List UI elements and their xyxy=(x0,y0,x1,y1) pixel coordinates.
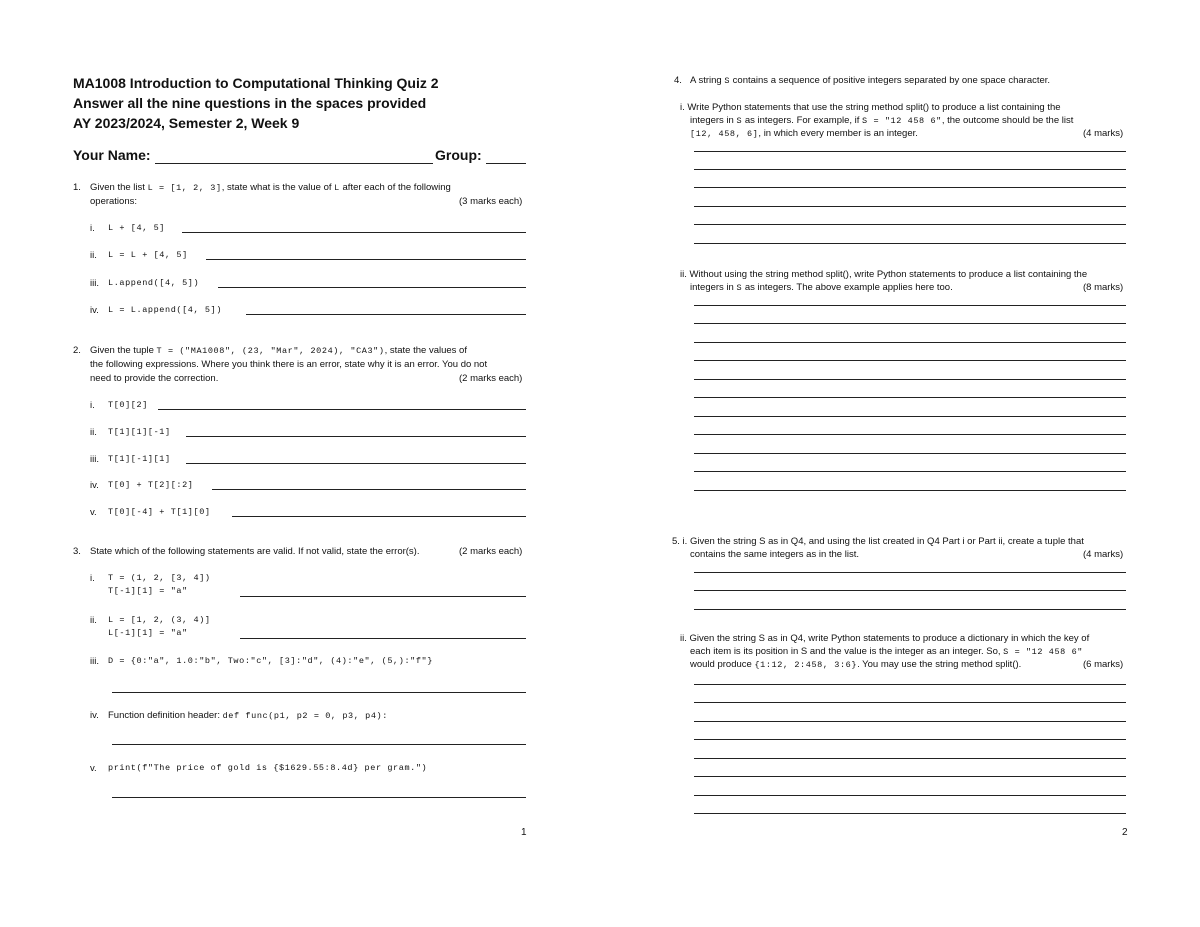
q4-ii-answer-line-10[interactable] xyxy=(694,471,1126,472)
q5-i-answer-line-1[interactable] xyxy=(694,572,1126,573)
q3-i-code-line1: T = (1, 2, [3, 4]) xyxy=(108,573,211,583)
q4-i-marks: (4 marks) xyxy=(1083,128,1124,139)
q4-ii-marks: (8 marks) xyxy=(1083,282,1124,293)
q2-marks: (2 marks each) xyxy=(459,373,523,384)
q2-v-number: v. xyxy=(90,507,97,518)
q5-ii-marks: (6 marks) xyxy=(1083,659,1124,670)
q4-i-text-line1: i. Write Python statements that use the string method split() to produce a list containing the xyxy=(680,102,1061,113)
q3-i-answer-line[interactable] xyxy=(240,596,526,597)
q4-ii-text-line2: integers in S as integers. The above example applies here too. xyxy=(690,282,953,293)
q4-ii-answer-line-7[interactable] xyxy=(694,416,1126,417)
q3-v-number: v. xyxy=(90,763,97,774)
q4-i-text-line2: integers in S as integers. For example, if S = "12 458 6", the outcome should be the list xyxy=(690,115,1074,126)
q3-i-number: i. xyxy=(90,573,95,584)
q2-text-line2: the following expressions. Where you think there is an error, state why it is an error. You do not xyxy=(90,359,488,370)
q4-ii-answer-line-4[interactable] xyxy=(694,360,1126,361)
q5-i-text-line2: contains the same integers as in the list. xyxy=(690,549,859,560)
q2-i-answer-line[interactable] xyxy=(158,409,526,410)
q1-i-code: L + [4, 5] xyxy=(108,223,166,233)
q4-ii-answer-line-11[interactable] xyxy=(694,490,1126,491)
page-number-2: 2 xyxy=(1122,827,1128,838)
q5-i-marks: (4 marks) xyxy=(1083,549,1124,560)
q1-iii-code: L.append([4, 5]) xyxy=(108,278,200,288)
q5-i-answer-line-3[interactable] xyxy=(694,609,1126,610)
q5-ii-text-line2: each item is its position in S and the value is the integer as an integer. So, S = "12 458 6" xyxy=(690,646,1083,657)
q5-i-text-line1: 5. i. Given the string S as in Q4, and using the list created in Q4 Part i or Part ii, create a tuple that xyxy=(672,536,1084,547)
q1-text: Given the list L = [1, 2, 3], state what is the value of L after each of the following xyxy=(90,182,451,193)
q3-iii-number: iii. xyxy=(90,656,99,667)
group-answer-line[interactable] xyxy=(486,163,526,164)
q1-iv-answer-line[interactable] xyxy=(246,314,526,315)
q5-ii-answer-line-3[interactable] xyxy=(694,721,1126,722)
q3-ii-code-line1: L = [1, 2, (3, 4)] xyxy=(108,615,211,625)
q4-text: A string S contains a sequence of positive integers separated by one space character. xyxy=(690,75,1051,86)
q1-text-line2: operations: xyxy=(90,196,138,207)
q5-ii-answer-line-2[interactable] xyxy=(694,702,1126,703)
q2-iii-number: iii. xyxy=(90,454,99,465)
q3-iv-number: iv. xyxy=(90,710,99,721)
q2-iv-answer-line[interactable] xyxy=(212,489,526,490)
q1-i-answer-line[interactable] xyxy=(182,232,526,233)
q4-ii-answer-line-3[interactable] xyxy=(694,342,1126,343)
q1-marks: (3 marks each) xyxy=(459,196,523,207)
group-label: Group: xyxy=(435,147,482,163)
q2-v-answer-line[interactable] xyxy=(232,516,526,517)
q1-iv-code: L = L.append([4, 5]) xyxy=(108,305,223,315)
q2-v-code: T[0][-4] + T[1][0] xyxy=(108,507,211,517)
q2-number: 2. xyxy=(73,345,81,356)
q4-i-answer-line-4[interactable] xyxy=(694,206,1126,207)
q2-iii-answer-line[interactable] xyxy=(186,463,526,464)
q3-iv-answer-line[interactable] xyxy=(112,744,526,745)
q2-ii-number: ii. xyxy=(90,427,97,438)
q3-iii-answer-line[interactable] xyxy=(112,692,526,693)
name-answer-line[interactable] xyxy=(155,163,433,164)
page-number-1: 1 xyxy=(521,827,527,838)
q3-marks: (2 marks each) xyxy=(459,546,523,557)
q2-i-number: i. xyxy=(90,400,95,411)
q1-ii-number: ii. xyxy=(90,250,97,261)
q3-i-code-line2: T[-1][1] = "a" xyxy=(108,586,188,596)
q3-ii-number: ii. xyxy=(90,615,97,626)
q3-ii-answer-line[interactable] xyxy=(240,638,526,639)
q4-i-text-line3: [12, 458, 6], in which every member is an integer. xyxy=(690,128,918,139)
q4-ii-answer-line-1[interactable] xyxy=(694,305,1126,306)
q4-ii-text-line1: ii. Without using the string method split(), write Python statements to produce a list containing the xyxy=(680,269,1088,280)
q2-iv-number: iv. xyxy=(90,480,99,491)
q1-iii-number: iii. xyxy=(90,278,99,289)
q2-text: Given the tuple T = ("MA1008", (23, "Mar", 2024), "CA3"), state the values of xyxy=(90,345,467,356)
q4-ii-answer-line-9[interactable] xyxy=(694,453,1126,454)
q2-ii-code: T[1][1][-1] xyxy=(108,427,171,437)
q3-v-code: print(f"The price of gold is {$1629.55:8.4d} per gram.") xyxy=(108,763,428,773)
q1-ii-code: L = L + [4, 5] xyxy=(108,250,188,260)
q4-i-answer-line-1[interactable] xyxy=(694,151,1126,152)
q2-text-line3: need to provide the correction. xyxy=(90,373,219,384)
q3-ii-code-line2: L[-1][1] = "a" xyxy=(108,628,188,638)
q5-ii-text-line3: would produce {1:12, 2:458, 3:6}. You may use the string method split(). xyxy=(690,659,1022,670)
q3-v-answer-line[interactable] xyxy=(112,797,526,798)
q4-i-answer-line-5[interactable] xyxy=(694,224,1126,225)
q4-ii-answer-line-2[interactable] xyxy=(694,323,1126,324)
q4-ii-answer-line-6[interactable] xyxy=(694,397,1126,398)
q2-i-code: T[0][2] xyxy=(108,400,148,410)
q3-iii-code: D = {0:"a", 1.0:"b", Two:"c", [3]:"d", (4):"e", (5,):"f"} xyxy=(108,656,433,666)
q4-ii-answer-line-5[interactable] xyxy=(694,379,1126,380)
quiz-title: MA1008 Introduction to Computational Thinking Quiz 2 xyxy=(73,75,439,91)
q5-ii-answer-line-6[interactable] xyxy=(694,776,1126,777)
q2-iv-code: T[0] + T[2][:2] xyxy=(108,480,194,490)
q1-iv-number: iv. xyxy=(90,305,99,316)
semester-title: AY 2023/2024, Semester 2, Week 9 xyxy=(73,115,300,131)
q1-iii-answer-line[interactable] xyxy=(218,287,526,288)
q2-iii-code: T[1][-1][1] xyxy=(108,454,171,464)
q4-ii-answer-line-8[interactable] xyxy=(694,434,1126,435)
q4-i-answer-line-3[interactable] xyxy=(694,187,1126,188)
q5-i-answer-line-2[interactable] xyxy=(694,590,1126,591)
q5-ii-answer-line-5[interactable] xyxy=(694,758,1126,759)
q4-i-answer-line-2[interactable] xyxy=(694,169,1126,170)
q3-iv-text: Function definition header: def func(p1, p2 = 0, p3, p4): xyxy=(108,710,388,721)
name-label: Your Name: xyxy=(73,147,151,163)
q5-ii-answer-line-8[interactable] xyxy=(694,813,1126,814)
q3-number: 3. xyxy=(73,546,81,557)
q2-ii-answer-line[interactable] xyxy=(186,436,526,437)
q1-number: 1. xyxy=(73,182,81,193)
instructions-title: Answer all the nine questions in the spaces provided xyxy=(73,95,427,111)
q5-ii-answer-line-4[interactable] xyxy=(694,739,1126,740)
q1-ii-answer-line[interactable] xyxy=(206,259,526,260)
q4-i-answer-line-6[interactable] xyxy=(694,243,1126,244)
q5-ii-answer-line-1[interactable] xyxy=(694,684,1126,685)
q4-number: 4. xyxy=(674,75,682,86)
q5-ii-answer-line-7[interactable] xyxy=(694,795,1126,796)
q3-text: State which of the following statements are valid. If not valid, state the error(s). xyxy=(90,546,420,557)
q1-i-number: i. xyxy=(90,223,95,234)
q5-ii-text-line1: ii. Given the string S as in Q4, write Python statements to produce a dictionary in which the key of xyxy=(680,633,1090,644)
